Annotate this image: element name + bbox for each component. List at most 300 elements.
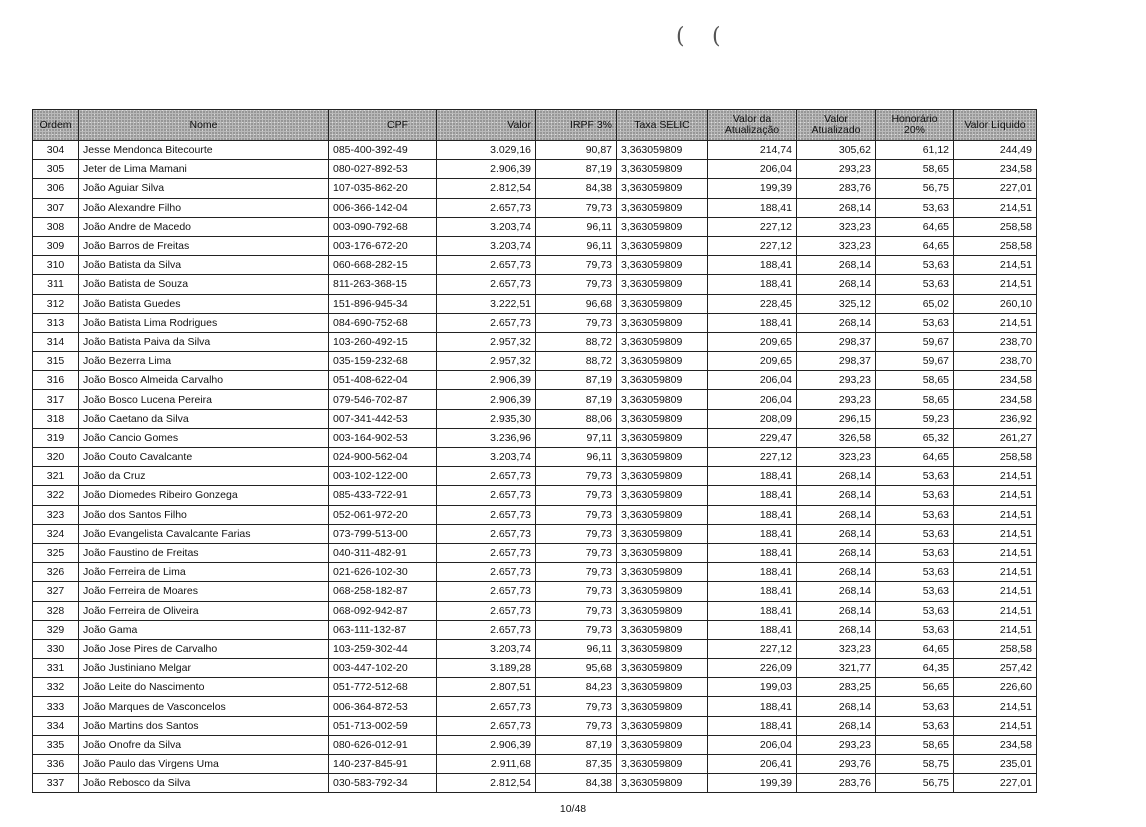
cell-irpf: 84,23	[536, 678, 617, 697]
cell-cpf: 052-061-972-20	[329, 505, 437, 524]
cell-valor-liquido: 214,51	[954, 697, 1037, 716]
cell-honorario: 61,12	[876, 141, 954, 160]
cell-valor-atualizacao: 188,41	[708, 313, 797, 332]
cell-ordem: 311	[33, 275, 79, 294]
cell-valor-atualizado: 293,23	[797, 390, 876, 409]
cell-honorario: 53,63	[876, 620, 954, 639]
cell-irpf: 87,19	[536, 160, 617, 179]
cell-valor-atualizado: 268,14	[797, 256, 876, 275]
table-row	[33, 601, 1037, 620]
cell-valor-atualizado: 268,14	[797, 275, 876, 294]
cell-ordem: 329	[33, 620, 79, 639]
table-row	[33, 313, 1037, 332]
cell-nome: João Batista de Souza	[79, 275, 329, 294]
cell-valor: 2.657,73	[437, 467, 536, 486]
cell-irpf: 87,19	[536, 390, 617, 409]
cell-valor-liquido: 258,58	[954, 217, 1037, 236]
cell-cpf: 006-366-142-04	[329, 198, 437, 217]
cell-nome: João Ferreira de Oliveira	[79, 601, 329, 620]
cell-taxa: 3,363059809	[617, 601, 708, 620]
cell-cpf: 063-111-132-87	[329, 620, 437, 639]
cell-valor-atualizacao: 188,41	[708, 505, 797, 524]
cell-cpf: 021-626-102-30	[329, 563, 437, 582]
cell-valor: 2.906,39	[437, 735, 536, 754]
cell-honorario: 58,65	[876, 160, 954, 179]
cell-nome: João dos Santos Filho	[79, 505, 329, 524]
cell-valor-atualizacao: 229,47	[708, 428, 797, 447]
cell-ordem: 320	[33, 448, 79, 467]
cell-irpf: 87,35	[536, 755, 617, 774]
table-row	[33, 409, 1037, 428]
cell-irpf: 79,73	[536, 716, 617, 735]
cell-irpf: 96,11	[536, 448, 617, 467]
table-row	[33, 371, 1037, 390]
cell-ordem: 334	[33, 716, 79, 735]
cell-ordem: 335	[33, 735, 79, 754]
cell-valor: 2.657,73	[437, 601, 536, 620]
cell-valor-atualizado: 325,12	[797, 294, 876, 313]
cell-valor-atualizacao: 199,39	[708, 179, 797, 198]
cell-valor-liquido: 214,51	[954, 563, 1037, 582]
cell-valor: 2.657,73	[437, 563, 536, 582]
cell-ordem: 319	[33, 428, 79, 447]
cell-honorario: 64,65	[876, 448, 954, 467]
cell-irpf: 79,73	[536, 620, 617, 639]
cell-nome: João Andre de Macedo	[79, 217, 329, 236]
cell-taxa: 3,363059809	[617, 467, 708, 486]
cell-valor-atualizacao: 228,45	[708, 294, 797, 313]
cell-valor-atualizacao: 188,41	[708, 486, 797, 505]
header-row	[33, 110, 1037, 141]
cell-nome: João Onofre da Silva	[79, 735, 329, 754]
table-row	[33, 236, 1037, 255]
cell-valor-liquido: 244,49	[954, 141, 1037, 160]
cell-cpf: 003-164-902-53	[329, 428, 437, 447]
cell-ordem: 325	[33, 543, 79, 562]
cell-valor-atualizacao: 188,41	[708, 620, 797, 639]
col-header-ordem: Ordem	[33, 110, 79, 141]
cell-valor-atualizado: 323,23	[797, 448, 876, 467]
cell-valor-atualizado: 293,23	[797, 735, 876, 754]
cell-valor-atualizacao: 227,12	[708, 448, 797, 467]
cell-valor-liquido: 258,58	[954, 236, 1037, 255]
cell-honorario: 58,65	[876, 390, 954, 409]
cell-cpf: 060-668-282-15	[329, 256, 437, 275]
table-row	[33, 755, 1037, 774]
cell-cpf: 068-092-942-87	[329, 601, 437, 620]
cell-ordem: 324	[33, 524, 79, 543]
cell-irpf: 79,73	[536, 467, 617, 486]
cell-irpf: 87,19	[536, 735, 617, 754]
cell-taxa: 3,363059809	[617, 678, 708, 697]
cell-honorario: 59,23	[876, 409, 954, 428]
cell-ordem: 332	[33, 678, 79, 697]
cell-irpf: 96,11	[536, 217, 617, 236]
cell-cpf: 085-400-392-49	[329, 141, 437, 160]
cell-taxa: 3,363059809	[617, 179, 708, 198]
cell-ordem: 313	[33, 313, 79, 332]
cell-ordem: 316	[33, 371, 79, 390]
cell-nome: João Couto Cavalcante	[79, 448, 329, 467]
cell-valor-atualizacao: 199,03	[708, 678, 797, 697]
table-row	[33, 256, 1037, 275]
cell-valor-atualizado: 293,76	[797, 755, 876, 774]
cell-taxa: 3,363059809	[617, 639, 708, 658]
cell-valor: 2.812,54	[437, 774, 536, 793]
cell-taxa: 3,363059809	[617, 371, 708, 390]
cell-valor-liquido: 238,70	[954, 332, 1037, 351]
cell-nome: João Rebosco da Silva	[79, 774, 329, 793]
cell-cpf: 006-364-872-53	[329, 697, 437, 716]
cell-valor-liquido: 214,51	[954, 275, 1037, 294]
cell-valor-liquido: 260,10	[954, 294, 1037, 313]
cell-nome: João Alexandre Filho	[79, 198, 329, 217]
cell-nome: João Jose Pires de Carvalho	[79, 639, 329, 658]
cell-cpf: 080-626-012-91	[329, 735, 437, 754]
cell-valor: 2.906,39	[437, 160, 536, 179]
cell-valor-atualizado: 305,62	[797, 141, 876, 160]
table-body	[33, 141, 1037, 793]
cell-valor-liquido: 227,01	[954, 179, 1037, 198]
cell-valor-atualizacao: 206,04	[708, 371, 797, 390]
cell-ordem: 315	[33, 352, 79, 371]
cell-irpf: 79,73	[536, 601, 617, 620]
cell-valor-atualizacao: 206,04	[708, 390, 797, 409]
cell-irpf: 79,73	[536, 563, 617, 582]
cell-honorario: 64,65	[876, 236, 954, 255]
cell-honorario: 53,63	[876, 486, 954, 505]
cell-valor: 2.911,68	[437, 755, 536, 774]
cell-valor-atualizado: 268,14	[797, 582, 876, 601]
cell-taxa: 3,363059809	[617, 735, 708, 754]
cell-cpf: 051-713-002-59	[329, 716, 437, 735]
cell-cpf: 103-259-302-44	[329, 639, 437, 658]
cell-honorario: 53,63	[876, 256, 954, 275]
cell-valor-atualizado: 296,15	[797, 409, 876, 428]
cell-valor-liquido: 236,92	[954, 409, 1037, 428]
cell-irpf: 79,73	[536, 582, 617, 601]
table-row	[33, 678, 1037, 697]
cell-honorario: 56,75	[876, 179, 954, 198]
col-header-nome: Nome	[79, 110, 329, 141]
cell-irpf: 79,73	[536, 486, 617, 505]
scan-mark: (	[712, 24, 721, 49]
cell-honorario: 53,63	[876, 716, 954, 735]
cell-valor-atualizacao: 209,65	[708, 332, 797, 351]
cell-nome: João Barros de Freitas	[79, 236, 329, 255]
cell-cpf: 151-896-945-34	[329, 294, 437, 313]
cell-valor: 3.236,96	[437, 428, 536, 447]
cell-valor-liquido: 234,58	[954, 371, 1037, 390]
cell-irpf: 97,11	[536, 428, 617, 447]
table-row	[33, 639, 1037, 658]
cell-cpf: 084-690-752-68	[329, 313, 437, 332]
cell-irpf: 79,73	[536, 524, 617, 543]
cell-valor-atualizacao: 209,65	[708, 352, 797, 371]
cell-ordem: 306	[33, 179, 79, 198]
cell-irpf: 79,73	[536, 313, 617, 332]
cell-nome: João Aguiar Silva	[79, 179, 329, 198]
cell-taxa: 3,363059809	[617, 448, 708, 467]
cell-valor-atualizacao: 188,41	[708, 563, 797, 582]
cell-valor: 2.657,73	[437, 505, 536, 524]
cell-valor-atualizado: 268,14	[797, 620, 876, 639]
table-row	[33, 582, 1037, 601]
cell-valor: 2.657,73	[437, 486, 536, 505]
cell-ordem: 323	[33, 505, 79, 524]
cell-valor: 2.906,39	[437, 390, 536, 409]
cell-cpf: 030-583-792-34	[329, 774, 437, 793]
cell-taxa: 3,363059809	[617, 659, 708, 678]
cell-ordem: 305	[33, 160, 79, 179]
cell-valor-atualizacao: 227,12	[708, 236, 797, 255]
cell-valor: 3.203,74	[437, 236, 536, 255]
cell-ordem: 327	[33, 582, 79, 601]
cell-valor-atualizado: 268,14	[797, 543, 876, 562]
col-header-honorario: Honorário 20%	[876, 110, 954, 141]
cell-nome: João Bezerra Lima	[79, 352, 329, 371]
cell-honorario: 53,63	[876, 275, 954, 294]
cell-ordem: 304	[33, 141, 79, 160]
col-header-valor-atualizado: Valor Atualizado	[797, 110, 876, 141]
cell-valor-atualizacao: 188,41	[708, 524, 797, 543]
cell-cpf: 003-447-102-20	[329, 659, 437, 678]
cell-valor-atualizacao: 206,04	[708, 160, 797, 179]
cell-valor: 2.957,32	[437, 332, 536, 351]
table-row	[33, 486, 1037, 505]
cell-taxa: 3,363059809	[617, 217, 708, 236]
cell-valor: 2.812,54	[437, 179, 536, 198]
cell-nome: João Ferreira de Lima	[79, 563, 329, 582]
table-row	[33, 716, 1037, 735]
cell-cpf: 051-408-622-04	[329, 371, 437, 390]
cell-nome: Jeter de Lima Mamani	[79, 160, 329, 179]
table-row	[33, 428, 1037, 447]
cell-cpf: 080-027-892-53	[329, 160, 437, 179]
cell-valor-atualizacao: 188,41	[708, 467, 797, 486]
cell-valor-atualizado: 323,23	[797, 639, 876, 658]
cell-taxa: 3,363059809	[617, 160, 708, 179]
cell-irpf: 90,87	[536, 141, 617, 160]
cell-valor-liquido: 227,01	[954, 774, 1037, 793]
cell-valor: 2.807,51	[437, 678, 536, 697]
cell-ordem: 312	[33, 294, 79, 313]
cell-ordem: 314	[33, 332, 79, 351]
cell-cpf: 073-799-513-00	[329, 524, 437, 543]
cell-honorario: 53,63	[876, 543, 954, 562]
cell-irpf: 79,73	[536, 198, 617, 217]
cell-honorario: 53,63	[876, 313, 954, 332]
table-row	[33, 735, 1037, 754]
cell-cpf: 140-237-845-91	[329, 755, 437, 774]
cell-ordem: 330	[33, 639, 79, 658]
cell-valor-atualizacao: 226,09	[708, 659, 797, 678]
cell-taxa: 3,363059809	[617, 409, 708, 428]
cell-irpf: 88,06	[536, 409, 617, 428]
cell-honorario: 58,65	[876, 371, 954, 390]
cell-ordem: 321	[33, 467, 79, 486]
cell-taxa: 3,363059809	[617, 352, 708, 371]
cell-ordem: 336	[33, 755, 79, 774]
cell-taxa: 3,363059809	[617, 141, 708, 160]
cell-taxa: 3,363059809	[617, 543, 708, 562]
cell-honorario: 53,63	[876, 697, 954, 716]
cell-valor-atualizado: 293,23	[797, 160, 876, 179]
cell-honorario: 53,63	[876, 505, 954, 524]
cell-cpf: 035-159-232-68	[329, 352, 437, 371]
cell-cpf: 024-900-562-04	[329, 448, 437, 467]
cell-taxa: 3,363059809	[617, 294, 708, 313]
cell-valor-atualizado: 321,77	[797, 659, 876, 678]
table-row	[33, 524, 1037, 543]
cell-ordem: 318	[33, 409, 79, 428]
cell-irpf: 88,72	[536, 352, 617, 371]
cell-honorario: 59,67	[876, 352, 954, 371]
cell-valor-atualizado: 268,14	[797, 198, 876, 217]
table-row	[33, 275, 1037, 294]
cell-cpf: 068-258-182-87	[329, 582, 437, 601]
cell-valor-atualizado: 268,14	[797, 505, 876, 524]
cell-cpf: 103-260-492-15	[329, 332, 437, 351]
cell-taxa: 3,363059809	[617, 256, 708, 275]
cell-valor-liquido: 214,51	[954, 601, 1037, 620]
cell-irpf: 95,68	[536, 659, 617, 678]
cell-valor-liquido: 214,51	[954, 198, 1037, 217]
cell-taxa: 3,363059809	[617, 716, 708, 735]
cell-valor-atualizado: 268,14	[797, 524, 876, 543]
cell-valor-atualizacao: 188,41	[708, 582, 797, 601]
table-row	[33, 179, 1037, 198]
cell-valor-atualizado: 268,14	[797, 563, 876, 582]
cell-valor-atualizado: 293,23	[797, 371, 876, 390]
cell-cpf: 085-433-722-91	[329, 486, 437, 505]
cell-valor: 2.657,73	[437, 716, 536, 735]
cell-valor-liquido: 235,01	[954, 755, 1037, 774]
cell-ordem: 307	[33, 198, 79, 217]
cell-valor: 2.935,30	[437, 409, 536, 428]
cell-valor-atualizacao: 214,74	[708, 141, 797, 160]
cell-nome: João Bosco Lucena Pereira	[79, 390, 329, 409]
cell-valor-atualizacao: 188,41	[708, 275, 797, 294]
cell-ordem: 322	[33, 486, 79, 505]
cell-nome: João Caetano da Silva	[79, 409, 329, 428]
table-row	[33, 141, 1037, 160]
table-row	[33, 467, 1037, 486]
cell-valor: 2.657,73	[437, 198, 536, 217]
cell-ordem: 310	[33, 256, 79, 275]
cell-ordem: 333	[33, 697, 79, 716]
cell-nome: João Gama	[79, 620, 329, 639]
cell-nome: Jesse Mendonca Bitecourte	[79, 141, 329, 160]
cell-honorario: 64,65	[876, 217, 954, 236]
page-number: 10/48	[559, 803, 587, 815]
cell-valor-liquido: 234,58	[954, 160, 1037, 179]
cell-taxa: 3,363059809	[617, 236, 708, 255]
cell-irpf: 79,73	[536, 275, 617, 294]
cell-valor: 3.189,28	[437, 659, 536, 678]
cell-valor-atualizacao: 188,41	[708, 716, 797, 735]
cell-valor-atualizado: 268,14	[797, 697, 876, 716]
cell-taxa: 3,363059809	[617, 563, 708, 582]
table-row	[33, 294, 1037, 313]
cell-valor: 2.657,73	[437, 256, 536, 275]
col-header-valor: Valor	[437, 110, 536, 141]
cell-valor-atualizado: 283,76	[797, 774, 876, 793]
table-row	[33, 659, 1037, 678]
cell-valor: 2.906,39	[437, 371, 536, 390]
cell-honorario: 64,65	[876, 639, 954, 658]
cell-irpf: 79,73	[536, 505, 617, 524]
cell-nome: João Marques de Vasconcelos	[79, 697, 329, 716]
cell-nome: João Diomedes Ribeiro Gonzega	[79, 486, 329, 505]
col-header-irpf: IRPF 3%	[536, 110, 617, 141]
cell-honorario: 58,65	[876, 735, 954, 754]
cell-valor-liquido: 214,51	[954, 256, 1037, 275]
cell-valor-liquido: 234,58	[954, 390, 1037, 409]
payment-table	[32, 109, 1037, 793]
cell-nome: João Batista da Silva	[79, 256, 329, 275]
cell-valor-atualizado: 268,14	[797, 716, 876, 735]
cell-valor-liquido: 226,60	[954, 678, 1037, 697]
cell-honorario: 53,63	[876, 582, 954, 601]
cell-cpf: 051-772-512-68	[329, 678, 437, 697]
cell-cpf: 003-176-672-20	[329, 236, 437, 255]
cell-nome: João Batista Paiva da Silva	[79, 332, 329, 351]
table-row	[33, 505, 1037, 524]
cell-honorario: 56,75	[876, 774, 954, 793]
table-row	[33, 332, 1037, 351]
cell-valor-liquido: 258,58	[954, 448, 1037, 467]
cell-valor: 2.657,73	[437, 275, 536, 294]
cell-taxa: 3,363059809	[617, 620, 708, 639]
scan-mark: (	[676, 24, 685, 49]
cell-nome: João Paulo das Virgens Uma	[79, 755, 329, 774]
cell-cpf: 811-263-368-15	[329, 275, 437, 294]
cell-nome: João Ferreira de Moares	[79, 582, 329, 601]
cell-valor-atualizado: 268,14	[797, 486, 876, 505]
cell-valor-liquido: 214,51	[954, 313, 1037, 332]
cell-irpf: 87,19	[536, 371, 617, 390]
cell-cpf: 007-341-442-53	[329, 409, 437, 428]
cell-valor: 2.657,73	[437, 582, 536, 601]
cell-valor: 2.657,73	[437, 313, 536, 332]
cell-valor: 3.029,16	[437, 141, 536, 160]
cell-valor-atualizacao: 206,41	[708, 755, 797, 774]
cell-valor-atualizacao: 208,09	[708, 409, 797, 428]
cell-ordem: 308	[33, 217, 79, 236]
cell-honorario: 65,32	[876, 428, 954, 447]
table-row	[33, 352, 1037, 371]
table-row	[33, 198, 1037, 217]
col-header-valor-atualizacao: Valor da Atualização	[708, 110, 797, 141]
cell-nome: João Leite do Nascimento	[79, 678, 329, 697]
table-row	[33, 620, 1037, 639]
col-header-cpf: CPF	[329, 110, 437, 141]
cell-ordem: 309	[33, 236, 79, 255]
cell-valor-atualizacao: 188,41	[708, 256, 797, 275]
cell-valor-atualizacao: 188,41	[708, 601, 797, 620]
cell-irpf: 84,38	[536, 774, 617, 793]
table-row	[33, 543, 1037, 562]
cell-valor-atualizacao: 199,39	[708, 774, 797, 793]
cell-valor-atualizacao: 188,41	[708, 198, 797, 217]
cell-cpf: 079-546-702-87	[329, 390, 437, 409]
cell-irpf: 96,68	[536, 294, 617, 313]
cell-cpf: 003-090-792-68	[329, 217, 437, 236]
cell-ordem: 328	[33, 601, 79, 620]
cell-valor: 2.657,73	[437, 697, 536, 716]
cell-valor-liquido: 214,51	[954, 582, 1037, 601]
